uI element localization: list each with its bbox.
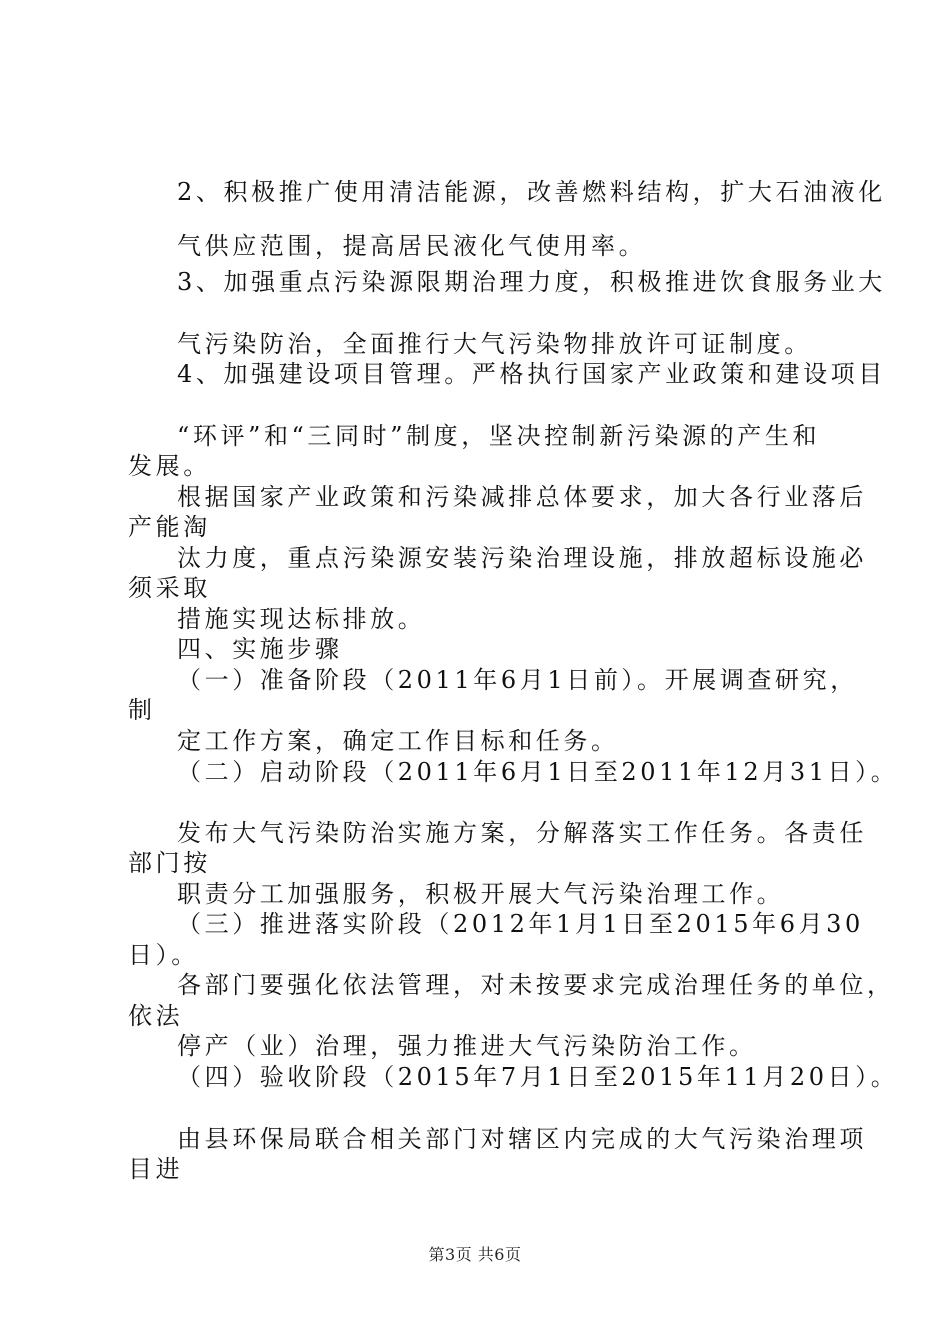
body-text-line: 发布大气污染防治实施方案，分解落实工作任务。各责任 (177, 819, 867, 847)
body-text-line: 由县环保局联合相关部门对辖区内完成的大气污染治理项 (177, 1125, 867, 1153)
body-text-line: 汰力度，重点污染源安装污染治理设施，排放超标设施必 (177, 544, 867, 572)
body-text-line: 日）。 (128, 941, 199, 969)
body-text-line: 2、积极推广使用清洁能源，改善燃料结构，扩大石油液化 (177, 178, 886, 206)
body-text-line: 职责分工加强服务，积极开展大气污染治理工作。 (177, 880, 785, 908)
body-text-line: 气污染防治，全面推行大气污染物排放许可证制度。 (177, 330, 812, 358)
page-number-footer: 第3页 共6页 (428, 1245, 522, 1264)
body-text-line: 部门按 (128, 849, 211, 877)
body-text-line: 定工作方案，确定工作目标和任务。 (177, 727, 619, 755)
body-text-line: 须采取 (128, 574, 211, 602)
body-text-line: （三）推进落实阶段（2012年1月1日至2015年6月30 (177, 910, 864, 938)
body-text-line: 目进 (128, 1155, 184, 1183)
body-text-line: 发展。 (128, 452, 211, 480)
body-text-line: 停产（业）治理，强力推进大气污染防治工作。 (177, 1032, 757, 1060)
body-text-line: （一）准备阶段（2011年6月1日前）。开展调查研究， (177, 666, 858, 694)
body-text-line: 产能淘 (128, 513, 211, 541)
body-text-line: 各部门要强化依法管理，对未按要求完成治理任务的单位， (177, 971, 895, 999)
body-text-line: “环评”和“三同时”制度，坚决控制新污染源的产生和 (177, 422, 821, 450)
body-text-line: 措施实现达标排放。 (177, 605, 426, 633)
body-text-line: （二）启动阶段（2011年6月1日至2011年12月31日）。 (177, 758, 899, 786)
body-text-line: （四）验收阶段（2015年7月1日至2015年11月20日）。 (177, 1063, 899, 1091)
body-text-line: 4、加强建设项目管理。严格执行国家产业政策和建设项目 (177, 360, 886, 388)
body-text-line: 依法 (128, 1002, 184, 1030)
body-text-line: 根据国家产业政策和污染减排总体要求，加大各行业落后 (177, 483, 867, 511)
section-heading: 四、实施步骤 (177, 635, 343, 663)
body-text-line: 制 (128, 696, 156, 724)
body-text-line: 3、加强重点污染源限期治理力度，积极推进饮食服务业大 (177, 268, 886, 296)
body-text-line: 气供应范围，提高居民液化气使用率。 (177, 232, 647, 260)
